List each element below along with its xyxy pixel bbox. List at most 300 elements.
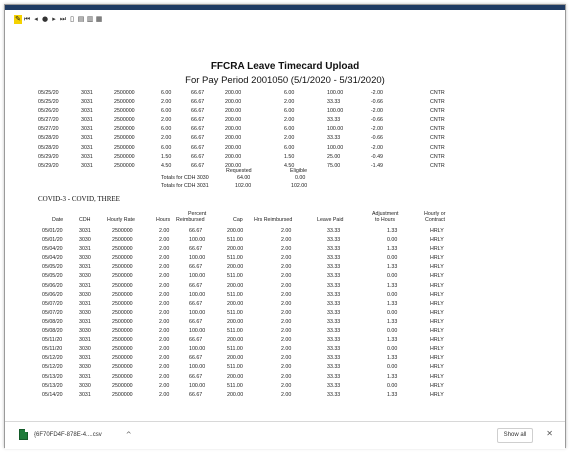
totals-line1-label: Totals for CDH 3030 [161, 175, 209, 181]
cell-contract: HRLY [430, 355, 444, 362]
cell-contract: HRLY [430, 282, 444, 289]
totals-line2-label: Totals for CDH 3031 [161, 183, 209, 189]
cell-hourly-rate: 2500000 [114, 153, 135, 160]
cell-cap: 200.00 [225, 126, 242, 133]
cell-hourly-rate: 2500000 [112, 373, 133, 380]
cell-hrs-reimbursed: 2.00 [281, 246, 292, 253]
cell-percent-reimbursed: 66.67 [191, 99, 205, 106]
cell-leave-paid: 33.33 [327, 364, 341, 371]
cell-date: 05/26/20 [38, 108, 59, 115]
cell-percent-reimbursed: 66.67 [189, 318, 203, 325]
cell-contract: CNTR [430, 117, 445, 124]
totals-eligible-header: Eligible [290, 168, 308, 174]
cell-contract: CNTR [430, 108, 445, 115]
cell-cap: 200.00 [225, 90, 242, 96]
cell-hrs-reimbursed: 2.00 [284, 99, 295, 106]
cell-percent-reimbursed: 66.67 [191, 90, 205, 96]
cell-contract: HRLY [430, 309, 444, 316]
totals-line2-eligible: 102.00 [291, 183, 308, 189]
cell-adjustment: -2.00 [370, 108, 383, 115]
cell-leave-paid: 33.33 [327, 273, 341, 280]
cell-hours: 2.00 [159, 237, 170, 244]
table-row [5, 318, 565, 327]
cell-date: 05/05/20 [42, 273, 63, 280]
cell-leave-paid: 25.00 [327, 153, 341, 160]
cell-hourly-rate: 2500000 [112, 246, 133, 253]
cell-hrs-reimbursed: 6.00 [284, 90, 295, 96]
cell-cdh: 3031 [79, 228, 91, 234]
cell-contract: HRLY [430, 391, 444, 397]
report-subtitle: For Pay Period 2001050 (5/1/2020 - 5/31/2020) [185, 75, 385, 86]
cell-hrs-reimbursed: 2.00 [281, 309, 292, 316]
cell-adjustment: 1.33 [387, 228, 398, 234]
cell-hrs-reimbursed: 6.00 [284, 144, 295, 151]
cell-percent-reimbursed: 66.67 [189, 282, 203, 289]
cell-leave-paid: 33.33 [327, 99, 341, 106]
totals-requested-header: Requested [226, 168, 252, 174]
download-item[interactable] [19, 429, 132, 440]
cell-contract: HRLY [430, 346, 444, 353]
cell-cap: 511.00 [227, 346, 243, 353]
cell-date: 05/11/20 [42, 346, 63, 353]
cell-leave-paid: 100.00 [327, 90, 344, 96]
cell-cdh: 3031 [79, 391, 91, 397]
chevron-up-icon[interactable]: ^ [125, 430, 132, 439]
cell-hours: 2.00 [159, 364, 170, 371]
cell-leave-paid: 75.00 [327, 162, 341, 169]
totals-line1-requested: 64.00 [237, 175, 251, 181]
cell-adjustment: 0.00 [387, 237, 398, 244]
table-row [5, 227, 565, 236]
page-icon[interactable]: ▯ [70, 14, 74, 23]
cell-cdh: 3031 [79, 300, 91, 307]
cell-hourly-rate: 2500000 [112, 355, 133, 362]
cell-percent-reimbursed: 66.67 [189, 373, 203, 380]
close-icon[interactable]: ✕ [546, 429, 553, 438]
cell-date: 05/25/20 [38, 99, 59, 106]
cell-hours: 2.00 [159, 273, 170, 280]
cell-percent-reimbursed: 66.67 [191, 144, 205, 151]
cell-leave-paid: 33.33 [327, 237, 341, 244]
cell-hourly-rate: 2500000 [112, 328, 133, 335]
cell-cdh: 3030 [79, 291, 91, 298]
cell-contract: HRLY [430, 318, 444, 325]
cell-leave-paid: 33.33 [327, 328, 341, 335]
cell-hourly-rate: 2500000 [112, 228, 133, 234]
download-file-name[interactable]: {6F70FD4F-878E-4....csv [34, 431, 102, 438]
cell-contract: CNTR [430, 162, 445, 169]
cell-percent-reimbursed: 66.67 [191, 108, 205, 115]
cell-date: 05/27/20 [38, 117, 59, 124]
cell-hourly-rate: 2500000 [114, 135, 135, 142]
header-hourly-or: Hourly or [424, 211, 446, 217]
cell-contract: HRLY [430, 237, 444, 244]
header-adjustment: Adjustment [372, 211, 399, 217]
cell-adjustment: -2.00 [370, 144, 383, 151]
cell-date: 05/01/20 [42, 228, 63, 234]
header-hours: Hours [156, 217, 171, 223]
cell-cdh: 3031 [79, 264, 91, 271]
table-row [5, 327, 565, 336]
table-row [5, 363, 565, 372]
cell-leave-paid: 33.33 [327, 346, 341, 353]
cell-hours: 6.00 [161, 90, 172, 96]
cell-contract: HRLY [430, 382, 444, 389]
cell-contract: HRLY [430, 228, 444, 234]
header-percent: Percent [188, 211, 207, 217]
cell-percent-reimbursed: 100.00 [189, 255, 206, 262]
cell-cap: 511.00 [227, 291, 243, 298]
cell-leave-paid: 33.33 [327, 337, 341, 344]
cell-adjustment: 1.33 [387, 391, 398, 397]
cell-hourly-rate: 2500000 [114, 126, 135, 133]
cell-cap: 200.00 [227, 246, 244, 253]
totals-line1-eligible: 0.00 [295, 175, 306, 181]
cell-cdh: 3031 [81, 126, 93, 133]
cell-contract: CNTR [430, 153, 445, 160]
cell-adjustment: 1.33 [387, 318, 398, 325]
cell-adjustment: -0.66 [370, 99, 383, 106]
cell-hourly-rate: 2500000 [112, 337, 133, 344]
cell-hourly-rate: 2500000 [112, 291, 133, 298]
cell-hours: 6.00 [161, 126, 172, 133]
table-row [5, 263, 565, 272]
cell-percent-reimbursed: 100.00 [189, 328, 206, 335]
cell-hrs-reimbursed: 2.00 [284, 117, 295, 124]
cell-cap: 200.00 [227, 373, 244, 380]
cell-hourly-rate: 2500000 [112, 382, 133, 389]
cell-cdh: 3031 [81, 117, 93, 124]
cell-leave-paid: 33.33 [327, 135, 341, 142]
totals-line2-requested: 102.00 [235, 183, 252, 189]
cell-percent-reimbursed: 66.67 [191, 162, 205, 169]
table-row [5, 300, 565, 309]
cell-cdh: 3031 [81, 135, 93, 142]
cell-leave-paid: 33.33 [327, 309, 341, 316]
cell-hours: 2.00 [159, 355, 170, 362]
cell-hours: 2.00 [159, 264, 170, 271]
report-title: FFCRA Leave Timecard Upload [210, 61, 360, 72]
export-icon[interactable]: ▤ [77, 14, 85, 23]
cell-cdh: 3030 [79, 255, 91, 262]
cell-hrs-reimbursed: 2.00 [281, 300, 292, 307]
cell-leave-paid: 33.33 [327, 391, 341, 397]
cell-hrs-reimbursed: 2.00 [281, 237, 292, 244]
table-row [5, 373, 565, 382]
table-header [5, 211, 565, 225]
table-row [5, 291, 565, 300]
cell-leave-paid: 33.33 [327, 264, 341, 271]
cell-contract: HRLY [430, 337, 444, 344]
cell-hours: 2.00 [161, 99, 172, 106]
cell-contract: CNTR [430, 99, 445, 106]
cell-contract: HRLY [430, 264, 444, 271]
cell-leave-paid: 33.33 [327, 117, 341, 124]
record-icon[interactable]: ● [41, 14, 49, 23]
cell-hours: 2.00 [159, 309, 170, 316]
cell-cap: 200.00 [225, 162, 242, 169]
cell-contract: HRLY [430, 328, 444, 335]
cell-hourly-rate: 2500000 [114, 144, 135, 151]
table-row [5, 144, 565, 153]
cell-cdh: 3031 [79, 355, 91, 362]
cell-hourly-rate: 2500000 [112, 237, 133, 244]
cell-contract: CNTR [430, 144, 445, 151]
cell-leave-paid: 33.33 [327, 318, 341, 325]
cell-hourly-rate: 2500000 [112, 346, 133, 353]
cell-hours: 2.00 [159, 373, 170, 380]
cell-leave-paid: 33.33 [327, 291, 341, 298]
bottom-table [5, 227, 565, 397]
cell-cap: 200.00 [227, 355, 244, 362]
cell-cdh: 3031 [81, 144, 93, 151]
cell-adjustment: -1.49 [370, 162, 383, 169]
cell-date: 05/04/20 [42, 255, 63, 262]
header-reimbursed: Reimbursed [176, 217, 205, 223]
cell-adjustment: -0.66 [370, 135, 383, 142]
cell-cdh: 3031 [79, 282, 91, 289]
table-row [5, 236, 565, 245]
cell-hrs-reimbursed: 2.00 [281, 355, 292, 362]
cell-hrs-reimbursed: 2.00 [281, 328, 292, 335]
cell-cap: 200.00 [225, 99, 242, 106]
table-row [5, 345, 565, 354]
cell-hours: 2.00 [159, 246, 170, 253]
cell-cap: 200.00 [227, 228, 244, 234]
table-row [5, 391, 565, 397]
cell-cdh: 3030 [79, 382, 91, 389]
prev-icon[interactable]: ◂ [34, 14, 38, 23]
cell-cdh: 3030 [79, 364, 91, 371]
cell-adjustment: 1.33 [387, 282, 398, 289]
cell-date: 05/07/20 [42, 309, 63, 316]
cell-hours: 4.50 [161, 162, 172, 169]
cell-percent-reimbursed: 66.67 [189, 264, 203, 271]
cell-percent-reimbursed: 66.67 [191, 153, 205, 160]
cell-date: 05/13/20 [42, 382, 63, 389]
last-page-icon[interactable]: ⏭ [59, 14, 67, 23]
first-page-icon[interactable]: ⏮ [23, 14, 31, 23]
cell-hrs-reimbursed: 2.00 [284, 135, 295, 142]
cell-adjustment: 0.00 [387, 273, 398, 280]
show-all-button[interactable]: Show all [497, 428, 533, 443]
cell-adjustment: 1.33 [387, 246, 398, 253]
cell-cdh: 3030 [79, 328, 91, 335]
cell-hours: 6.00 [161, 108, 172, 115]
cell-percent-reimbursed: 100.00 [189, 382, 206, 389]
cell-percent-reimbursed: 66.67 [191, 117, 205, 124]
cell-hourly-rate: 2500000 [112, 391, 133, 397]
cell-cap: 200.00 [227, 282, 244, 289]
cell-hrs-reimbursed: 2.00 [281, 382, 292, 389]
cell-date: 05/12/20 [42, 364, 63, 371]
table-row [5, 354, 565, 363]
table-row [5, 162, 565, 171]
header-to-hours: to Hours [375, 217, 396, 223]
cell-cap: 200.00 [227, 391, 244, 397]
download-bar [5, 422, 565, 449]
cell-hrs-reimbursed: 2.00 [281, 346, 292, 353]
table-row [5, 98, 565, 107]
cell-date: 05/13/20 [42, 373, 63, 380]
cell-contract: CNTR [430, 126, 445, 133]
cell-hourly-rate: 2500000 [112, 309, 133, 316]
cell-date: 05/28/20 [38, 144, 59, 151]
cell-adjustment: 1.33 [387, 300, 398, 307]
cell-contract: HRLY [430, 291, 444, 298]
cell-date: 05/27/20 [38, 126, 59, 133]
cell-percent-reimbursed: 66.67 [191, 126, 205, 133]
cell-cap: 200.00 [227, 318, 244, 325]
cell-date: 05/01/20 [42, 237, 63, 244]
header-hrs-reimbursed: Hrs Reimbursed [254, 217, 293, 223]
cell-hourly-rate: 2500000 [114, 162, 135, 169]
cell-hours: 2.00 [159, 337, 170, 344]
cell-leave-paid: 33.33 [327, 255, 341, 262]
cell-adjustment: 1.33 [387, 264, 398, 271]
cell-percent-reimbursed: 100.00 [189, 364, 206, 371]
header-contract: Contract [425, 217, 446, 223]
header-cdh: CDH [79, 217, 91, 223]
cell-cdh: 3030 [79, 237, 91, 244]
header-date: Date [52, 217, 64, 223]
cell-percent-reimbursed: 66.67 [189, 246, 203, 253]
table-row [5, 89, 565, 98]
cell-date: 05/29/20 [38, 162, 59, 169]
cell-hourly-rate: 2500000 [112, 318, 133, 325]
cell-percent-reimbursed: 100.00 [189, 237, 206, 244]
cell-hours: 2.00 [159, 282, 170, 289]
table-row [5, 382, 565, 391]
cell-cap: 200.00 [227, 337, 244, 344]
cell-hrs-reimbursed: 6.00 [284, 126, 295, 133]
cell-cap: 200.00 [227, 264, 244, 271]
cell-cdh: 3030 [79, 273, 91, 280]
cell-hours: 2.00 [159, 255, 170, 262]
cell-leave-paid: 33.33 [327, 300, 341, 307]
cell-cap: 200.00 [225, 144, 242, 151]
cell-adjustment: 0.00 [387, 328, 398, 335]
cell-hours: 2.00 [159, 382, 170, 389]
delete-icon[interactable]: ▦ [95, 14, 103, 23]
cell-hrs-reimbursed: 2.00 [281, 318, 292, 325]
cell-percent-reimbursed: 66.67 [189, 228, 203, 234]
cell-hrs-reimbursed: 2.00 [281, 273, 292, 280]
pen-icon[interactable]: ✎ [15, 14, 21, 23]
cell-hrs-reimbursed: 2.00 [281, 282, 292, 289]
report-page [5, 5, 565, 397]
cell-hrs-reimbursed: 2.00 [281, 255, 292, 262]
cell-hours: 2.00 [159, 328, 170, 335]
cell-date: 05/06/20 [42, 282, 63, 289]
cell-adjustment: -2.00 [370, 126, 383, 133]
table-row [5, 125, 565, 134]
cell-cap: 511.00 [227, 382, 243, 389]
cell-cdh: 3031 [79, 318, 91, 325]
cell-contract: CNTR [430, 90, 445, 96]
cell-percent-reimbursed: 100.00 [189, 273, 206, 280]
cell-hours: 2.00 [159, 300, 170, 307]
cell-hours: 2.00 [159, 391, 170, 397]
cell-hourly-rate: 2500000 [114, 90, 135, 96]
cell-cdh: 3030 [79, 309, 91, 316]
cell-leave-paid: 100.00 [327, 108, 344, 115]
cell-contract: HRLY [430, 255, 444, 262]
csv-file-icon [19, 429, 28, 440]
cell-percent-reimbursed: 66.67 [191, 135, 205, 142]
print-icon[interactable]: ▥ [86, 14, 94, 23]
cell-hrs-reimbursed: 6.00 [284, 108, 295, 115]
cell-contract: CNTR [430, 135, 445, 142]
cell-cdh: 3031 [81, 90, 93, 96]
cell-leave-paid: 33.33 [327, 382, 341, 389]
cell-cap: 511.00 [227, 309, 243, 316]
table-row [5, 153, 565, 162]
next-icon[interactable]: ▸ [52, 14, 56, 23]
cell-date: 05/12/20 [42, 355, 63, 362]
cell-leave-paid: 100.00 [327, 144, 344, 151]
cell-hrs-reimbursed: 2.00 [281, 228, 292, 234]
cell-adjustment: 0.00 [387, 309, 398, 316]
cell-cdh: 3031 [81, 108, 93, 115]
cell-hrs-reimbursed: 2.00 [281, 364, 292, 371]
cell-adjustment: -2.00 [370, 90, 383, 96]
table-row [5, 254, 565, 263]
cell-contract: HRLY [430, 273, 444, 280]
cell-percent-reimbursed: 66.67 [189, 391, 203, 397]
cell-adjustment: 1.33 [387, 337, 398, 344]
cell-adjustment: 0.00 [387, 346, 398, 353]
cell-adjustment: 0.00 [387, 364, 398, 371]
cell-cap: 511.00 [227, 255, 243, 262]
cell-hours: 2.00 [161, 135, 172, 142]
cell-hourly-rate: 2500000 [112, 364, 133, 371]
cell-contract: HRLY [430, 246, 444, 253]
cell-adjustment: 1.33 [387, 355, 398, 362]
cell-adjustment: 0.00 [387, 255, 398, 262]
header-hourly-rate: Hourly Rate [107, 217, 135, 223]
top-table [5, 89, 565, 171]
cell-contract: HRLY [430, 373, 444, 380]
cell-hourly-rate: 2500000 [112, 282, 133, 289]
cell-cap: 511.00 [227, 273, 243, 280]
cell-cdh: 3031 [81, 153, 93, 160]
table-row [5, 336, 565, 345]
cell-hours: 2.00 [159, 291, 170, 298]
cell-date: 05/05/20 [42, 264, 63, 271]
cell-hourly-rate: 2500000 [114, 99, 135, 106]
cell-percent-reimbursed: 100.00 [189, 291, 206, 298]
table-row [5, 245, 565, 254]
header-cap: Cap [233, 217, 243, 223]
cell-hourly-rate: 2500000 [112, 273, 133, 280]
cell-date: 05/28/20 [38, 135, 59, 142]
cell-hrs-reimbursed: 2.00 [281, 373, 292, 380]
cell-hourly-rate: 2500000 [112, 264, 133, 271]
cell-hrs-reimbursed: 4.50 [284, 162, 295, 169]
report-viewer-window [4, 4, 566, 448]
cell-adjustment: -0.49 [370, 153, 383, 160]
cell-cdh: 3030 [79, 346, 91, 353]
cell-date: 05/14/20 [42, 391, 63, 397]
cell-contract: HRLY [430, 300, 444, 307]
cell-hrs-reimbursed: 1.50 [284, 153, 295, 160]
cell-hrs-reimbursed: 2.00 [281, 264, 292, 271]
cell-date: 05/11/20 [42, 337, 63, 344]
cell-hourly-rate: 2500000 [114, 117, 135, 124]
cell-hours: 1.50 [161, 153, 172, 160]
cell-leave-paid: 33.33 [327, 373, 341, 380]
